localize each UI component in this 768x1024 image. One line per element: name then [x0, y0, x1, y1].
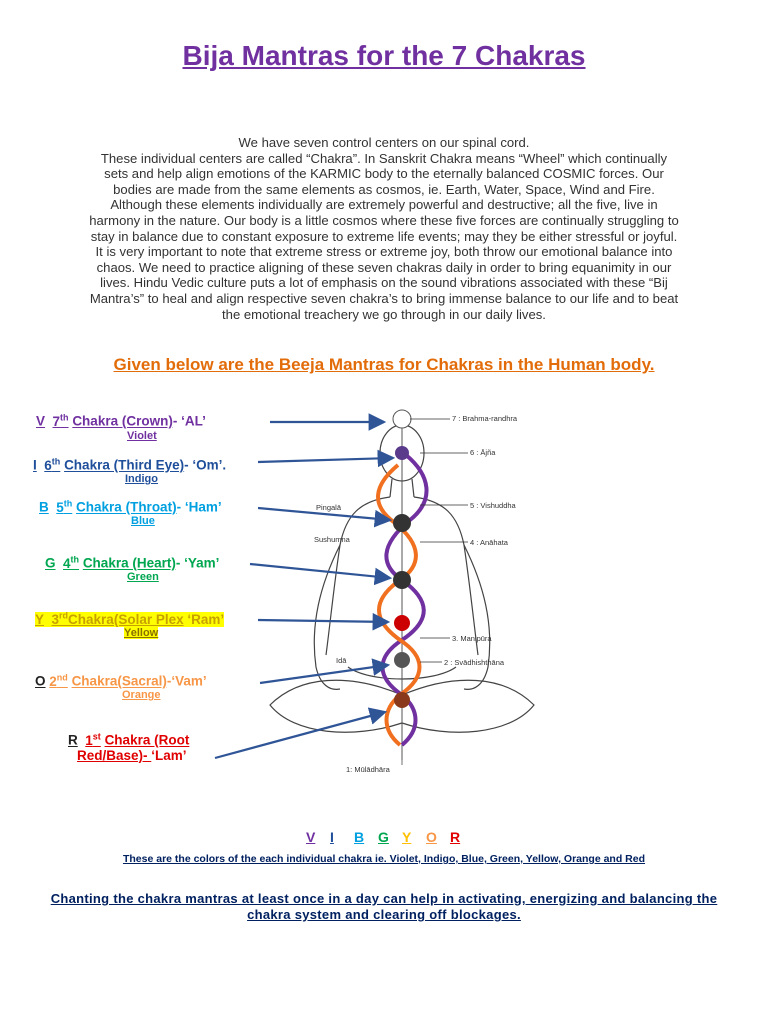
chakra-color-name: Red/Base)- [77, 748, 152, 763]
chakra-letter: I [33, 457, 37, 473]
figure-label-brahma: 7 : Brahma-randhra [452, 414, 518, 423]
vibgyor-letter: V [306, 829, 316, 845]
figure-label-svadhishthana: 2 : Svādhishthāna [444, 658, 505, 667]
chakra-number: 3rd [51, 610, 69, 627]
chakra-mantra: ‘Ham’ [184, 499, 222, 515]
intro-line: Mantra’s” to heal and align respective seven chakra’s to bring immense balance to our life and to beat [89, 290, 679, 306]
vibgyor-letter: G [378, 829, 389, 845]
chakra-color-name: Blue [131, 515, 155, 527]
figure-label-pingala: Pingalā [316, 503, 342, 512]
chakra-letter: Y [35, 611, 45, 627]
section-subheading: Given below are the Beeja Mantras for Chakras in the Human body. [113, 355, 655, 374]
chakra-name: Chakra (Throat) [76, 499, 177, 515]
chakra-number: 4th [63, 554, 80, 571]
chakra-mantra: ‘Yam’ [184, 555, 220, 571]
figure-label-ida: Idā [336, 656, 347, 665]
chakra-letter: O [35, 673, 46, 689]
chakra-number: 1st [85, 731, 101, 748]
arrow-third-eye [258, 458, 393, 462]
chakra-color-name: Indigo [125, 473, 158, 485]
intro-line: stay in balance due to constant exposure to extreme life events; may they be either stressful or joyful. [90, 228, 678, 244]
figure-label-muladhara: 1: Mūlādhāra [346, 765, 390, 774]
intro-line: bodies are made from the same elements as cosmos, ie. Earth, Water, Space, Wind and Fire. [113, 181, 655, 197]
chakra-letter: R [68, 732, 78, 748]
chakra-letter: B [39, 499, 49, 515]
chakra-number: 6th [44, 456, 61, 473]
intro-line: chaos. We need to practice aligning of these seven chakras daily in order to bring equanimity in our [96, 259, 672, 275]
arrow-sacral [260, 665, 388, 683]
intro-line: We have seven control centers on our spinal cord. [238, 135, 530, 150]
chakra-color-name: Green [127, 571, 159, 583]
chakra-letter: G [45, 555, 56, 571]
arrow-solar-plexus [258, 620, 388, 622]
chakra-color-name: Violet [127, 430, 157, 442]
vibgyor-letter: Y [402, 829, 412, 845]
chakra-name: Chakra (Heart) [82, 555, 176, 571]
closing-statement: Chanting the chakra mantras at least once in a day can help in activating, energizing and balancing the chakra system and clearing off blockages. [50, 891, 718, 922]
chakra-name: Chakra (Root [104, 732, 190, 748]
chakra-mantra: ‘Vam’ [171, 673, 207, 689]
colors-note: These are the colors of the each individual chakra ie. Violet, Indigo, Blue, Green, Yellow, Orange and Red [122, 853, 646, 865]
chakra-number: 2nd [49, 672, 68, 689]
vibgyor-letter: O [426, 829, 437, 845]
intro-line: It is very important to note that extreme stress or extreme joy, both throw our emotional balance into [95, 244, 673, 260]
figure-label-vishuddha: 5 : Vishuddha [470, 501, 516, 510]
figure-label-sushumna: Sushumna [314, 535, 350, 544]
chakra-name: Chakra(Solar Plex [68, 611, 184, 627]
figure-label-manipura: 3. Manipūra [452, 634, 492, 643]
page-title: Bija Mantras for the 7 Chakras [182, 40, 586, 71]
vibgyor-letter: R [450, 829, 461, 845]
intro-line: the emotional treachery we go through in our daily lives. [222, 306, 546, 322]
arrow-throat [258, 508, 390, 520]
chakra-letter: V [36, 413, 46, 429]
chakra-mantra: ‘Ram’ [187, 611, 225, 627]
intro-line: lives. Hindu Vedic culture puts a lot of emphasis on the sound vibrations associated with these “Bij [100, 275, 668, 291]
chakra-mantra: ‘Lam’ [151, 748, 187, 763]
chakra-number: 5th [56, 498, 73, 515]
chakra-name: Chakra (Third Eye) [64, 457, 185, 473]
vibgyor-letter: B [354, 829, 365, 845]
chakra-mantra: ‘Om’. [192, 457, 227, 473]
figure-label-ajna: 6 : Ājña [470, 448, 496, 457]
vibgyor-sequence [306, 829, 474, 845]
chakra-label-heart: G 4th Chakra (Heart)- ‘Yam’ [45, 554, 220, 571]
arrow-root [215, 712, 385, 758]
chakra-label-crown: V 7th Chakra (Crown)- ‘AL’ [36, 412, 206, 429]
chakra-label-throat: B 5th Chakra (Throat)- ‘Ham’ [39, 498, 222, 515]
chakra-color-name: Yellow [124, 627, 159, 639]
chakra-number: 7th [52, 412, 69, 429]
chakra-mantra: ‘AL’ [181, 413, 206, 429]
chakra-label-sacral: O 2nd Chakra(Sacral)-‘Vam’ [35, 672, 207, 689]
chakra-label-third-eye: I 6th Chakra (Third Eye)- ‘Om’. [33, 456, 227, 473]
figure-label-anahata: 4 : Anāhata [470, 538, 508, 547]
intro-line: Although these elements individually are extremely powerful and destructive; all the five, live in [110, 197, 658, 213]
intro-line: harmony in the nature. Our body is a little cosmos where these five forces are continually struggling to [89, 212, 679, 228]
vibgyor-letter: I [330, 829, 334, 845]
chakra-name: Chakra(Sacral) [71, 673, 167, 689]
chakra-name: Chakra (Crown) [72, 413, 173, 429]
arrow-heart [250, 564, 390, 578]
intro-line: sets and help align emotions of the KARMIC body to the eternally balanced COSMIC forces. Our [104, 166, 664, 182]
chakra-color-name: Orange [122, 689, 161, 701]
intro-line: These individual centers are called “Chakra”. In Sanskrit Chakra means “Wheel” which continually [100, 150, 668, 166]
